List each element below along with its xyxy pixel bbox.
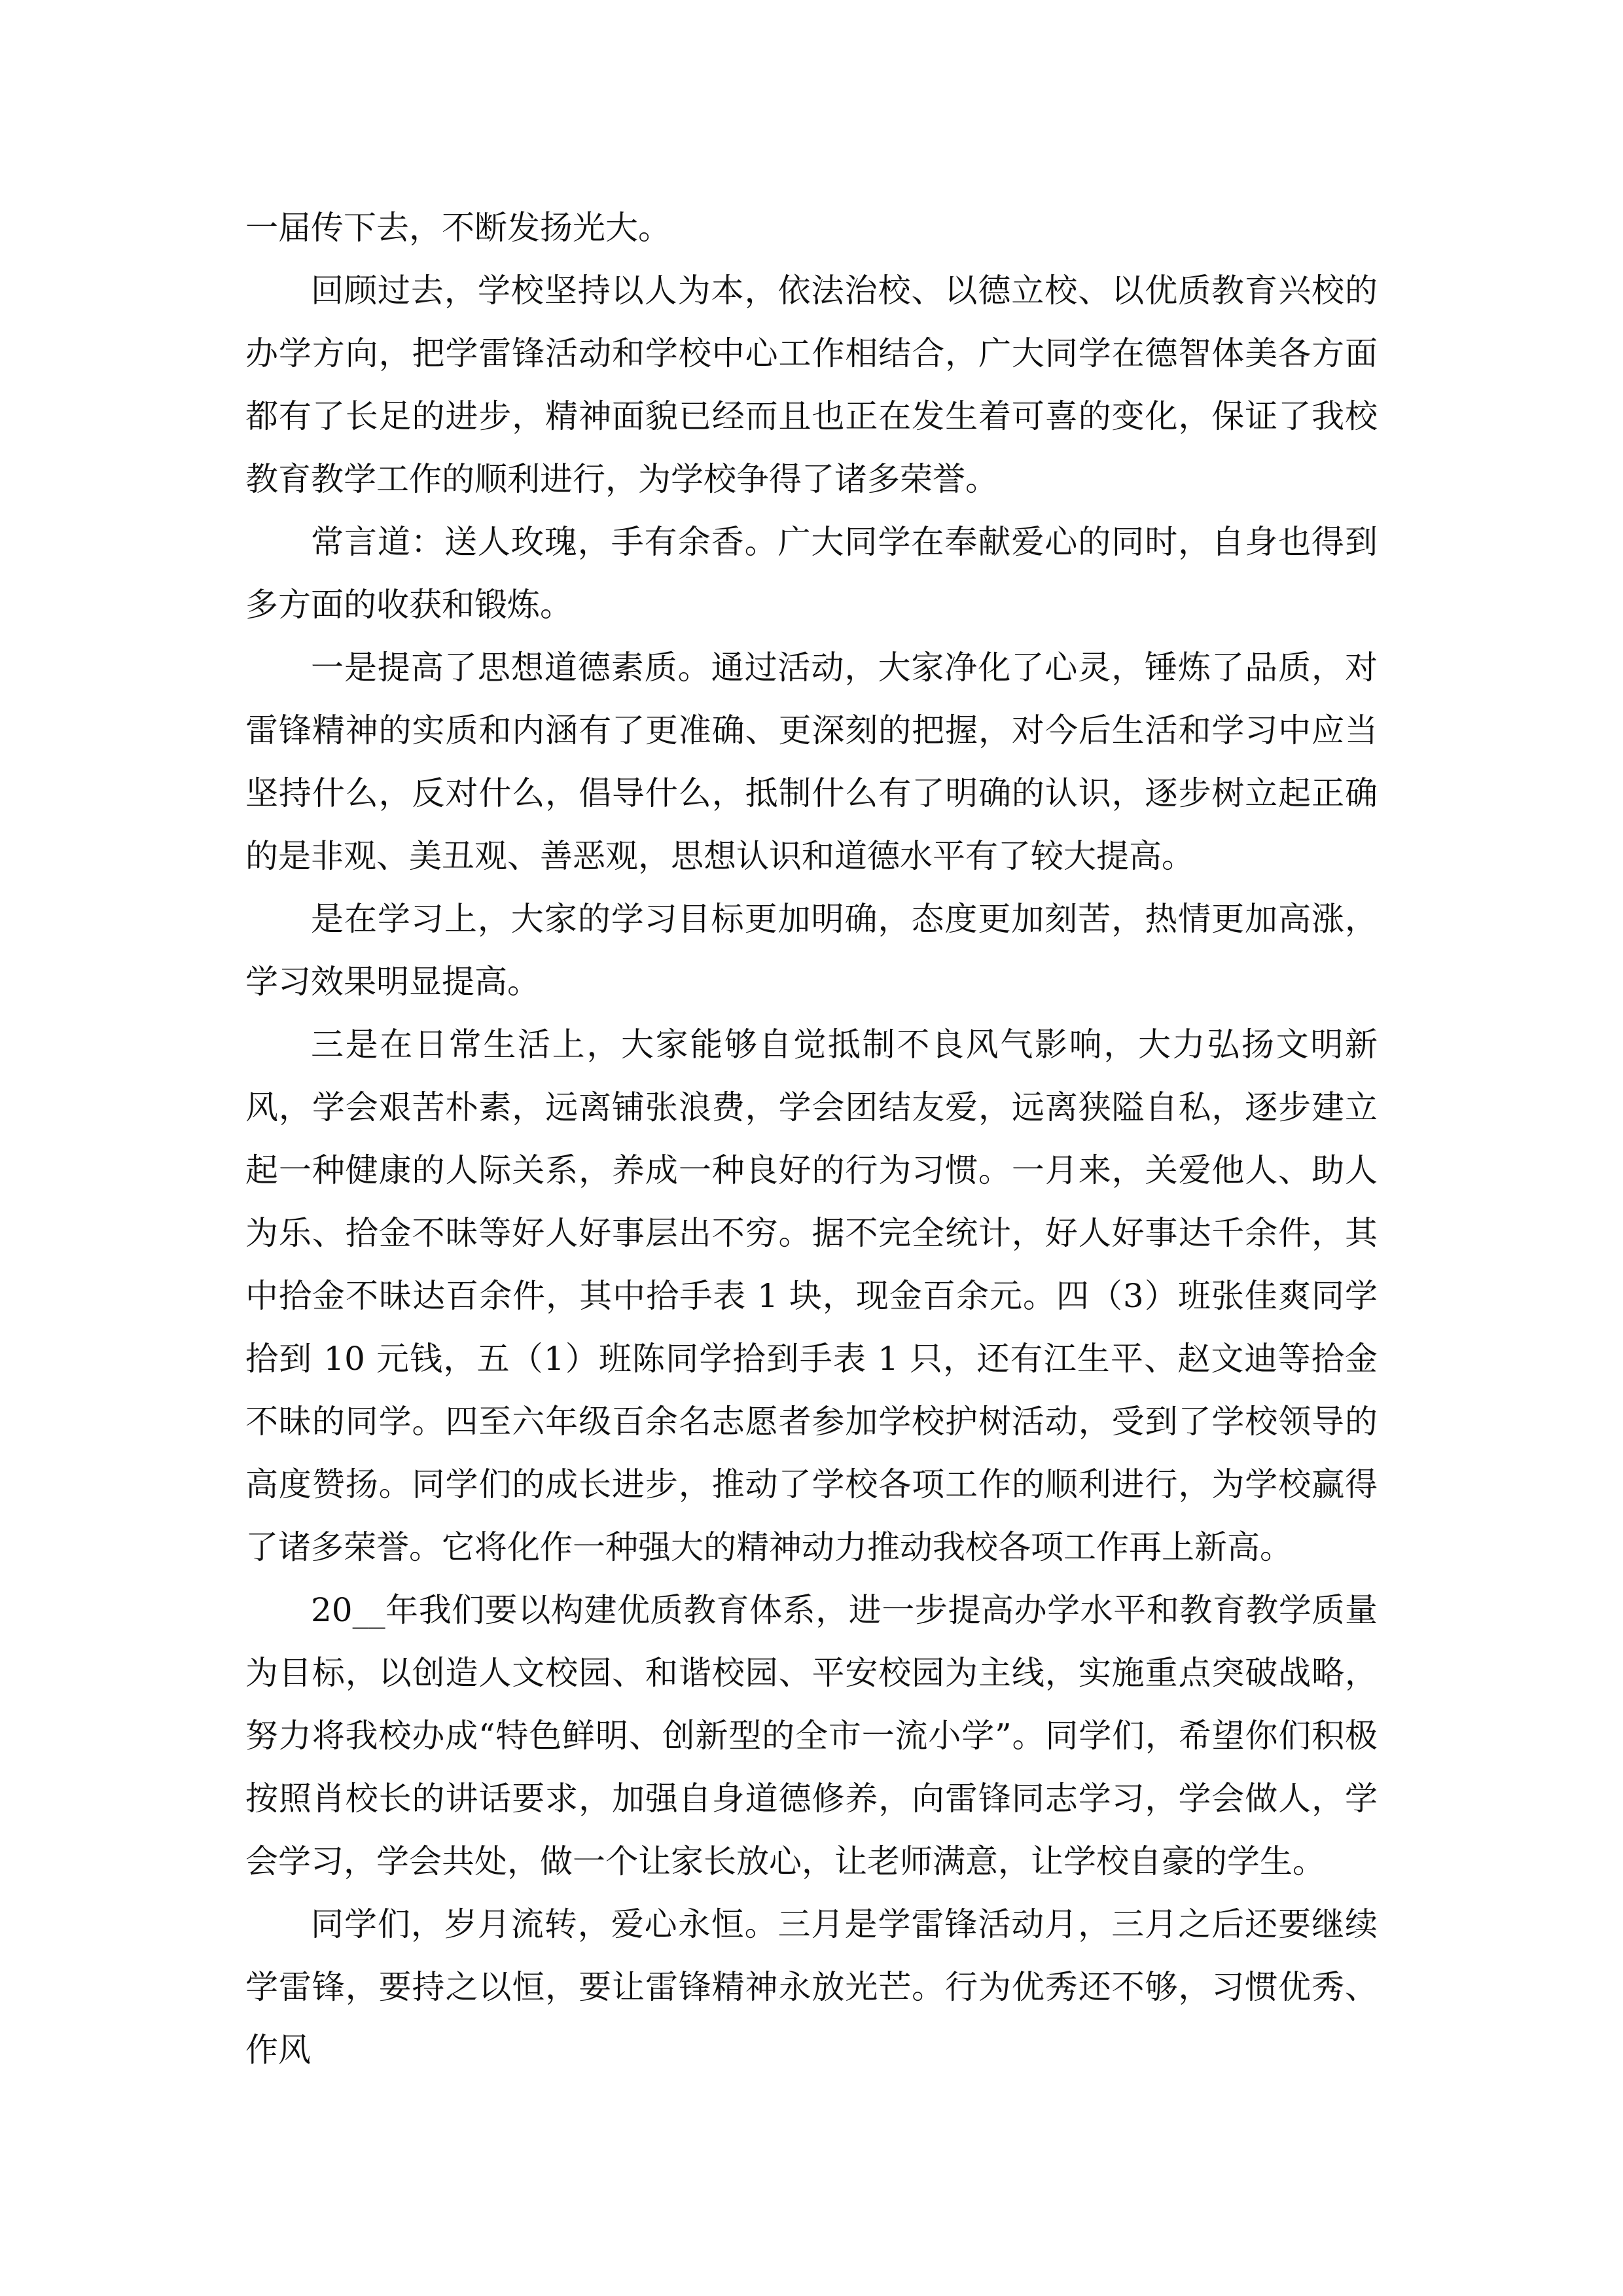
paragraph-closing: 同学们，岁月流转，爱心永恒。三月是学雷锋活动月，三月之后还要继续学雷锋，要持之以恒，要让雷锋精神永放光芒。行为优秀还不够，习惯优秀、作风 [245, 1905, 1378, 2069]
paragraph-saying: 常言道：送人玫瑰，手有余香。广大同学在奉献爱心的同时，自身也得到多方面的收获和锻炼。 [245, 523, 1378, 624]
paragraph-continuation: 一届传下去，不断发扬光大。 [245, 209, 671, 247]
paragraph-moral-quality: 一是提高了思想道德素质。通过活动，大家净化了心灵，锤炼了品质，对雷锋精神的实质和内涵有了更准确、更深刻的把握，对今后生活和学习中应当坚持什么，反对什么，倡导什么，抵制什么有了明确的认识，逐步树立起正确的是非观、美丑观、善恶观，思想认识和道德水平有了较大提高。 [245, 649, 1378, 875]
paragraph-review: 回顾过去，学校坚持以人为本，依法治校、以德立校、以优质教育兴校的办学方向，把学雷锋活动和学校中心工作相结合，广大同学在德智体美各方面都有了长足的进步，精神面貌已经而且也正在发生着可喜的变化，保证了我校教育教学工作的顺利进行，为学校争得了诸多荣誉。 [245, 272, 1378, 498]
paragraph-goals: 20__年我们要以构建优质教育体系，进一步提高办学水平和教育教学质量为目标，以创造人文校园、和谐校园、平安校园为主线，实施重点突破战略，努力将我校办成“特色鲜明、创新型的全市一流小学”。同学们，希望你们积极按照肖校长的讲话要求，加强自身道德修养，向雷锋同志学习，学会做人，学会学习，学会共处，做一个让家长放心，让老师满意，让学校自豪的学生。 [245, 1591, 1378, 1880]
paragraph-daily-life: 三是在日常生活上，大家能够自觉抵制不良风气影响，大力弘扬文明新风，学会艰苦朴素，远离铺张浪费，学会团结友爱，远离狭隘自私，逐步建立起一种健康的人际关系，养成一种良好的行为习惯。一月来，关爱他人、助人为乐、拾金不昧等好人好事层出不穷。据不完全统计，好人好事达千余件，其中拾金不昧达百余件，其中拾手表 1 块，现金百余元。四（3）班张佳爽同学拾到 10 元钱，五（1）班陈同学拾到手表 1 只，还有江生平、赵文迪等拾金不昧的同学。四至六年级百余名志愿者参加学校护树活动，受到了学校领导的高度赞扬。同学们的成长进步，推动了学校各项工作的顺利进行，为学校赢得了诸多荣誉。它将化作一种强大的精神动力推动我校各项工作再上新高。 [245, 1026, 1378, 1566]
paragraph-study: 是在学习上，大家的学习目标更加明确，态度更加刻苦，热情更加高涨，学习效果明显提高。 [245, 900, 1378, 1001]
document-body [245, 196, 1378, 2081]
